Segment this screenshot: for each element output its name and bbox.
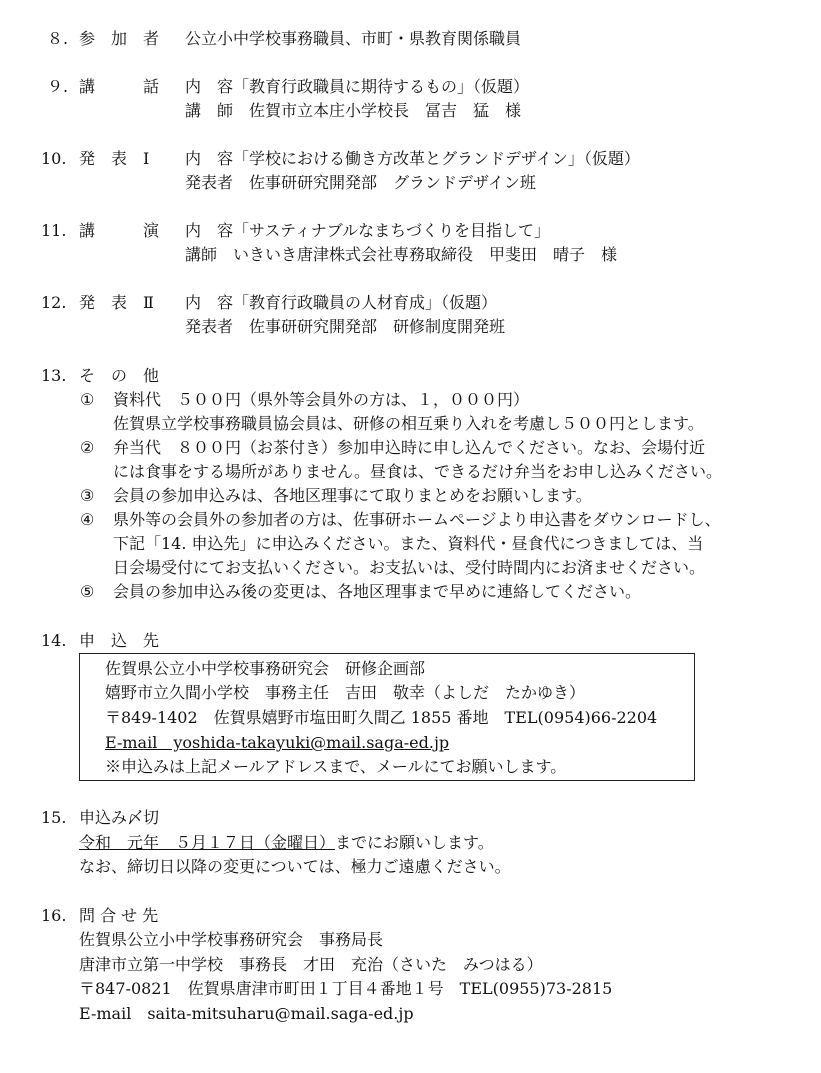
section-number: 11.: [41, 221, 67, 240]
inquiry-line: 唐津市立第一中学校 事務長 才田 充治（さいた みつはる）: [79, 955, 543, 974]
section-title: 講 話: [79, 77, 160, 96]
section-number: 14.: [41, 631, 67, 650]
item-marker: ②: [80, 438, 95, 457]
item-line: 会員の参加申込みは、各地区理事にて取りまとめをお願いします。: [113, 486, 592, 505]
box-line: 佐賀県公立小中学校事務研究会 研修企画部: [105, 659, 426, 678]
inquiry-email[interactable]: E-mail saita-mitsuharu@mail.saga-ed.jp: [79, 1004, 414, 1023]
deadline-line: [79, 833, 494, 853]
item-line: 下記「14. 申込先」に申込みください。また、資料代・昼食代につきましては、当: [113, 534, 704, 553]
section-number: ９.: [47, 77, 69, 96]
item-marker: ⑤: [80, 582, 95, 601]
deadline-date: 令和 元年 ５月１７日（金曜日）: [79, 833, 336, 852]
section-number: 13.: [41, 366, 67, 385]
section-number: 15.: [41, 808, 67, 827]
box-line: 嬉野市立久間小学校 事務主任 吉田 敬幸（よしだ たかゆき）: [105, 683, 586, 702]
section-title: 講 演: [79, 221, 160, 240]
item-line: 資料代 ５００円（県外等会員外の方は、１，０００円）: [113, 390, 530, 409]
section-title: 参 加 者: [79, 29, 160, 48]
presenter-line: 発表者 佐事研研究開発部 研修制度開発班: [185, 317, 506, 336]
speaker-line: 講師 いきいき唐津株式会社専務取締役 甲斐田 晴子 様: [185, 245, 618, 264]
content-line: 内 容「学校における働き方改革とグランドデザイン」（仮題）: [185, 149, 640, 168]
section-number: 10.: [41, 149, 67, 168]
item-line: には食事をする場所がありません。昼食は、できるだけ弁当をお申し込みください。: [113, 462, 722, 481]
section-title: そ の 他: [79, 366, 160, 385]
item-line: 会員の参加申込み後の変更は、各地区理事まで早めに連絡してください。: [113, 582, 642, 601]
speaker-line: 講 師 佐賀市立本庄小学校長 冨吉 猛 様: [185, 101, 522, 120]
content-line: 内 容「教育行政職員の人材育成」（仮題）: [185, 293, 498, 312]
section-title: 発 表 Ⅰ: [79, 149, 150, 168]
item-marker: ①: [80, 390, 95, 409]
section-title: 問 合 せ 先: [79, 906, 159, 925]
content-line: 内 容「教育行政職員に期待するもの」（仮題）: [185, 77, 530, 96]
inquiry-line: 〒847-0821 佐賀県唐津市町田１丁目４番地１号 TEL(0955)73-2815: [79, 979, 613, 998]
presenter-line: 発表者 佐事研研究開発部 グランドデザイン班: [185, 173, 536, 192]
item-line: 県外等の会員外の参加者の方は、佐事研ホームページより申込書をダウンロードし、: [113, 510, 721, 529]
item-marker: ③: [80, 486, 95, 505]
inquiry-line: 佐賀県公立小中学校事務研究会 事務局長: [79, 930, 384, 949]
section-text: 公立小中学校事務職員、市町・県教育関係職員: [185, 29, 522, 48]
box-note: ※申込みは上記メールアドレスまで、メールにてお願いします。: [105, 757, 567, 776]
content-line: 内 容「サスティナブルなまちづくりを目指して」: [185, 221, 550, 240]
section-number: ８.: [47, 29, 69, 48]
item-marker: ④: [80, 510, 95, 529]
deadline-suffix: までにお願いします。: [335, 833, 494, 852]
item-line: 佐賀県立学校事務職員協会員は、研修の相互乗り入れを考慮し５００円とします。: [113, 414, 704, 433]
section-number: 16.: [41, 906, 67, 925]
item-line: 日会場受付にてお支払いください。お支払いは、受付時間内にお済ませください。: [113, 558, 706, 577]
section-title: 申 込 先: [79, 631, 160, 650]
item-line: 弁当代 ８００円（お茶付き）参加申込時に申し込んでください。なお、会場付近: [113, 438, 706, 457]
section-title: 発 表 Ⅱ: [79, 293, 154, 312]
deadline-note: なお、締切日以降の変更については、極力ご遠慮ください。: [79, 857, 511, 876]
section-title: 申込み〆切: [79, 808, 160, 827]
email-link[interactable]: E-mail yoshida-takayuki@mail.saga-ed.jp: [105, 733, 450, 752]
section-number: 12.: [41, 293, 67, 312]
box-line: 〒849-1402 佐賀県嬉野市塩田町久間乙 1855 番地 TEL(0954)66-2204: [105, 708, 658, 727]
